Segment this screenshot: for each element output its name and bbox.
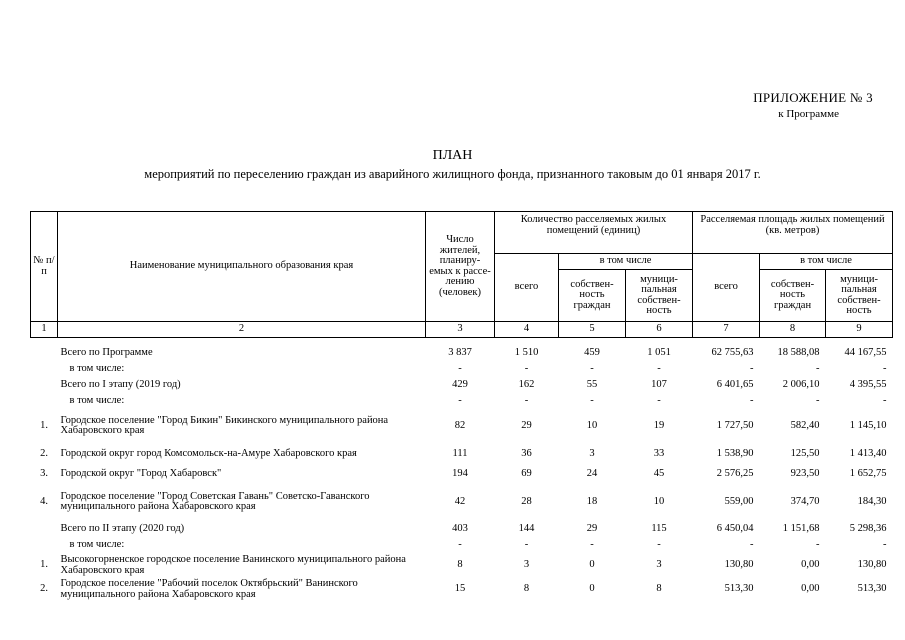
row-name: в том числе: (69, 395, 125, 407)
appendix-subtitle: к Программе (778, 108, 839, 120)
row-index: 3. (40, 467, 48, 479)
cell-area-total: 1 538,90 (716, 447, 754, 459)
cell-area-total: 513,30 (724, 583, 754, 595)
cell-residents: 8 (457, 559, 463, 571)
cell-count-municipal: 107 (651, 379, 667, 391)
spacer-row (31, 338, 893, 346)
cell-area-total: - (750, 363, 754, 375)
cell-count-municipal: 10 (653, 495, 665, 507)
header-count-incl: в том числе (559, 254, 693, 270)
cell-area-municipal: 1 145,10 (849, 419, 887, 431)
cell-count-municipal: 33 (653, 447, 665, 459)
cell-area-citizens: 1 151,68 (782, 523, 820, 535)
cell-residents: - (458, 539, 462, 551)
row-index (31, 362, 58, 378)
cell-area-municipal: 513,30 (857, 583, 887, 595)
header-name: Наименование муниципального образования края (58, 212, 426, 322)
row-index (31, 522, 58, 538)
cell-area-citizens: 18 588,08 (777, 347, 820, 359)
header-area-total: всего (693, 254, 760, 322)
cell-count-citizens: 55 (586, 379, 598, 391)
col-number: 4 (495, 322, 559, 338)
cell-area-citizens: 923,50 (790, 467, 820, 479)
cell-area-total: 130,80 (724, 559, 754, 571)
cell-count-total: 36 (521, 447, 532, 459)
row-name: Городской округ "Город Хабаровск" (60, 467, 222, 479)
cell-count-total: - (524, 363, 529, 375)
cell-count-municipal: - (657, 395, 661, 407)
row-name: Всего по Программе (60, 347, 153, 359)
row-index (31, 378, 58, 394)
cell-count-citizens: 18 (586, 495, 598, 507)
appendix-block (753, 90, 873, 120)
cell-area-citizens: 2 006,10 (782, 379, 820, 391)
cell-count-citizens: 3 (589, 447, 595, 459)
cell-area-municipal: 5 298,36 (849, 523, 887, 535)
cell-area-citizens: 0,00 (801, 559, 820, 571)
col-number: 6 (626, 322, 693, 338)
cell-count-citizens: 0 (589, 559, 595, 571)
row-name: в том числе: (69, 363, 125, 375)
cell-area-total: 62 755,63 (711, 347, 754, 359)
cell-area-citizens: 125,50 (790, 447, 820, 459)
cell-area-municipal: 130,80 (857, 559, 887, 571)
cell-count-total: 162 (518, 379, 535, 391)
col-number: 9 (826, 322, 893, 338)
cell-count-total: 3 (523, 559, 530, 571)
cell-count-citizens: 0 (589, 583, 595, 595)
header-count-municipal: муници- пальная собствен- ность (626, 270, 693, 322)
cell-count-municipal: 3 (656, 559, 662, 571)
cell-count-citizens: 24 (586, 467, 598, 479)
table-body (31, 338, 893, 602)
header-count-group: Количество расселяемых жилых помещений (единиц) (495, 212, 693, 254)
cell-count-total: 1 510 (514, 347, 539, 359)
cell-area-municipal: 1 652,75 (849, 467, 887, 479)
cell-count-municipal: 115 (651, 523, 667, 535)
row-name: Городское поселение "Город Советская Гавань" Советско-Гаванского муниципального района Хабаровского края (60, 490, 370, 512)
row-name: Городской округ город Комсомольск-на-Амуре Хабаровского края (60, 447, 357, 459)
cell-residents: - (458, 395, 462, 407)
cell-count-citizens: 459 (584, 347, 600, 359)
cell-area-citizens: 374,70 (790, 495, 820, 507)
header-residents: Число жителей, планиру- емых к рассе- лению (человек) (426, 212, 495, 322)
col-number: 2 (58, 322, 426, 338)
cell-area-municipal: 184,30 (857, 495, 887, 507)
row-index: 1. (40, 559, 48, 571)
header-area-municipal: муници- пальная собствен- ность (826, 270, 893, 322)
cell-area-municipal: - (883, 539, 887, 551)
cell-area-total: 2 576,25 (716, 467, 754, 479)
header-area-incl: в том числе (760, 254, 893, 270)
cell-count-citizens: - (590, 363, 594, 375)
cell-area-total: 6 401,65 (716, 379, 754, 391)
appendix-title: ПРИЛОЖЕНИЕ № 3 (753, 90, 873, 105)
cell-residents: 42 (454, 495, 466, 507)
header-area-group: Расселяемая площадь жилых помещений (кв. метров) (693, 212, 893, 254)
row-name: Городское поселение "Рабочий поселок Октябрьский" Ванинского муниципального района Хабаровского края (60, 578, 358, 600)
table-row (31, 522, 893, 538)
cell-residents: 403 (452, 523, 468, 535)
cell-count-total: - (524, 395, 529, 407)
row-index: 1. (40, 419, 48, 431)
header-count-total: всего (495, 254, 559, 322)
cell-area-total: - (750, 395, 754, 407)
cell-count-citizens: 29 (586, 523, 598, 535)
cell-area-total: - (750, 539, 754, 551)
cell-area-municipal: 1 413,40 (849, 447, 887, 459)
row-name: Всего по I этапу (2019 год) (60, 379, 181, 391)
row-name: Городское поселение "Город Бикин" Бикинского муниципального района Хабаровского края (60, 414, 389, 436)
cell-count-total: 69 (521, 467, 532, 479)
col-number: 3 (426, 322, 495, 338)
header-area-citizens: собствен- ность граждан (760, 270, 826, 322)
row-index: 2. (40, 583, 48, 595)
cell-area-citizens: - (816, 363, 820, 375)
cell-area-municipal: 44 167,55 (844, 347, 887, 359)
row-name: Высокогорненское городское поселение Ванинского муниципального района Хабаровского края (60, 554, 406, 576)
table-row (31, 483, 893, 522)
header-count-citizens: собствен- ность граждан (559, 270, 626, 322)
table-row (31, 394, 893, 410)
table-row (31, 578, 893, 602)
cell-count-citizens: - (590, 539, 594, 551)
cell-area-total: 559,00 (724, 495, 754, 507)
col-number: 8 (760, 322, 826, 338)
cell-area-total: 6 450,04 (716, 523, 754, 535)
cell-count-total: 28 (521, 495, 532, 507)
cell-area-municipal: 4 395,55 (849, 379, 887, 391)
col-number: 1 (31, 322, 58, 338)
cell-residents: 194 (452, 467, 468, 479)
cell-residents: 82 (454, 419, 466, 431)
cell-residents: - (458, 363, 462, 375)
row-index: 2. (40, 447, 48, 459)
col-number: 7 (693, 322, 760, 338)
cell-count-total: 8 (523, 583, 530, 595)
column-numbers-row (31, 322, 893, 338)
cell-area-total: 1 727,50 (716, 419, 754, 431)
row-index (31, 346, 58, 362)
resettlement-table (30, 211, 893, 602)
cell-area-citizens: - (816, 539, 820, 551)
cell-count-municipal: 19 (653, 419, 665, 431)
table-row (31, 538, 893, 554)
cell-count-municipal: 45 (653, 467, 665, 479)
col-number: 5 (559, 322, 626, 338)
table-row (31, 410, 893, 443)
cell-count-municipal: 8 (656, 583, 662, 595)
plan-subtitle: мероприятий по переселению граждан из аварийного жилищного фонда, признанного таковым до 01 января 2017 г. (144, 167, 761, 181)
cell-count-municipal: 1 051 (647, 347, 671, 359)
cell-area-municipal: - (883, 363, 887, 375)
cell-area-municipal: - (883, 395, 887, 407)
row-index (31, 394, 58, 410)
row-name: Всего по II этапу (2020 год) (60, 523, 185, 535)
header-num: № п/п (31, 212, 58, 322)
table-row (31, 466, 893, 483)
plan-title: ПЛАН (432, 148, 473, 163)
cell-count-total: 144 (518, 523, 535, 535)
table-row (31, 443, 893, 466)
cell-count-municipal: - (657, 539, 661, 551)
table-row (31, 554, 893, 578)
table-row (31, 378, 893, 394)
table-row (31, 346, 893, 362)
row-index: 4. (40, 495, 48, 507)
cell-residents: 429 (452, 379, 468, 391)
cell-count-total: - (524, 539, 529, 551)
row-name: в том числе: (69, 539, 125, 551)
cell-count-total: 29 (521, 419, 532, 431)
table-row (31, 362, 893, 378)
cell-area-citizens: 582,40 (790, 419, 820, 431)
row-index (31, 538, 58, 554)
cell-residents: 15 (454, 583, 466, 595)
cell-residents: 111 (452, 447, 468, 459)
cell-area-citizens: - (816, 395, 820, 407)
cell-count-citizens: 10 (586, 419, 598, 431)
cell-residents: 3 837 (448, 347, 472, 359)
cell-count-citizens: - (590, 395, 594, 407)
cell-area-citizens: 0,00 (801, 583, 820, 595)
cell-count-municipal: - (657, 363, 661, 375)
